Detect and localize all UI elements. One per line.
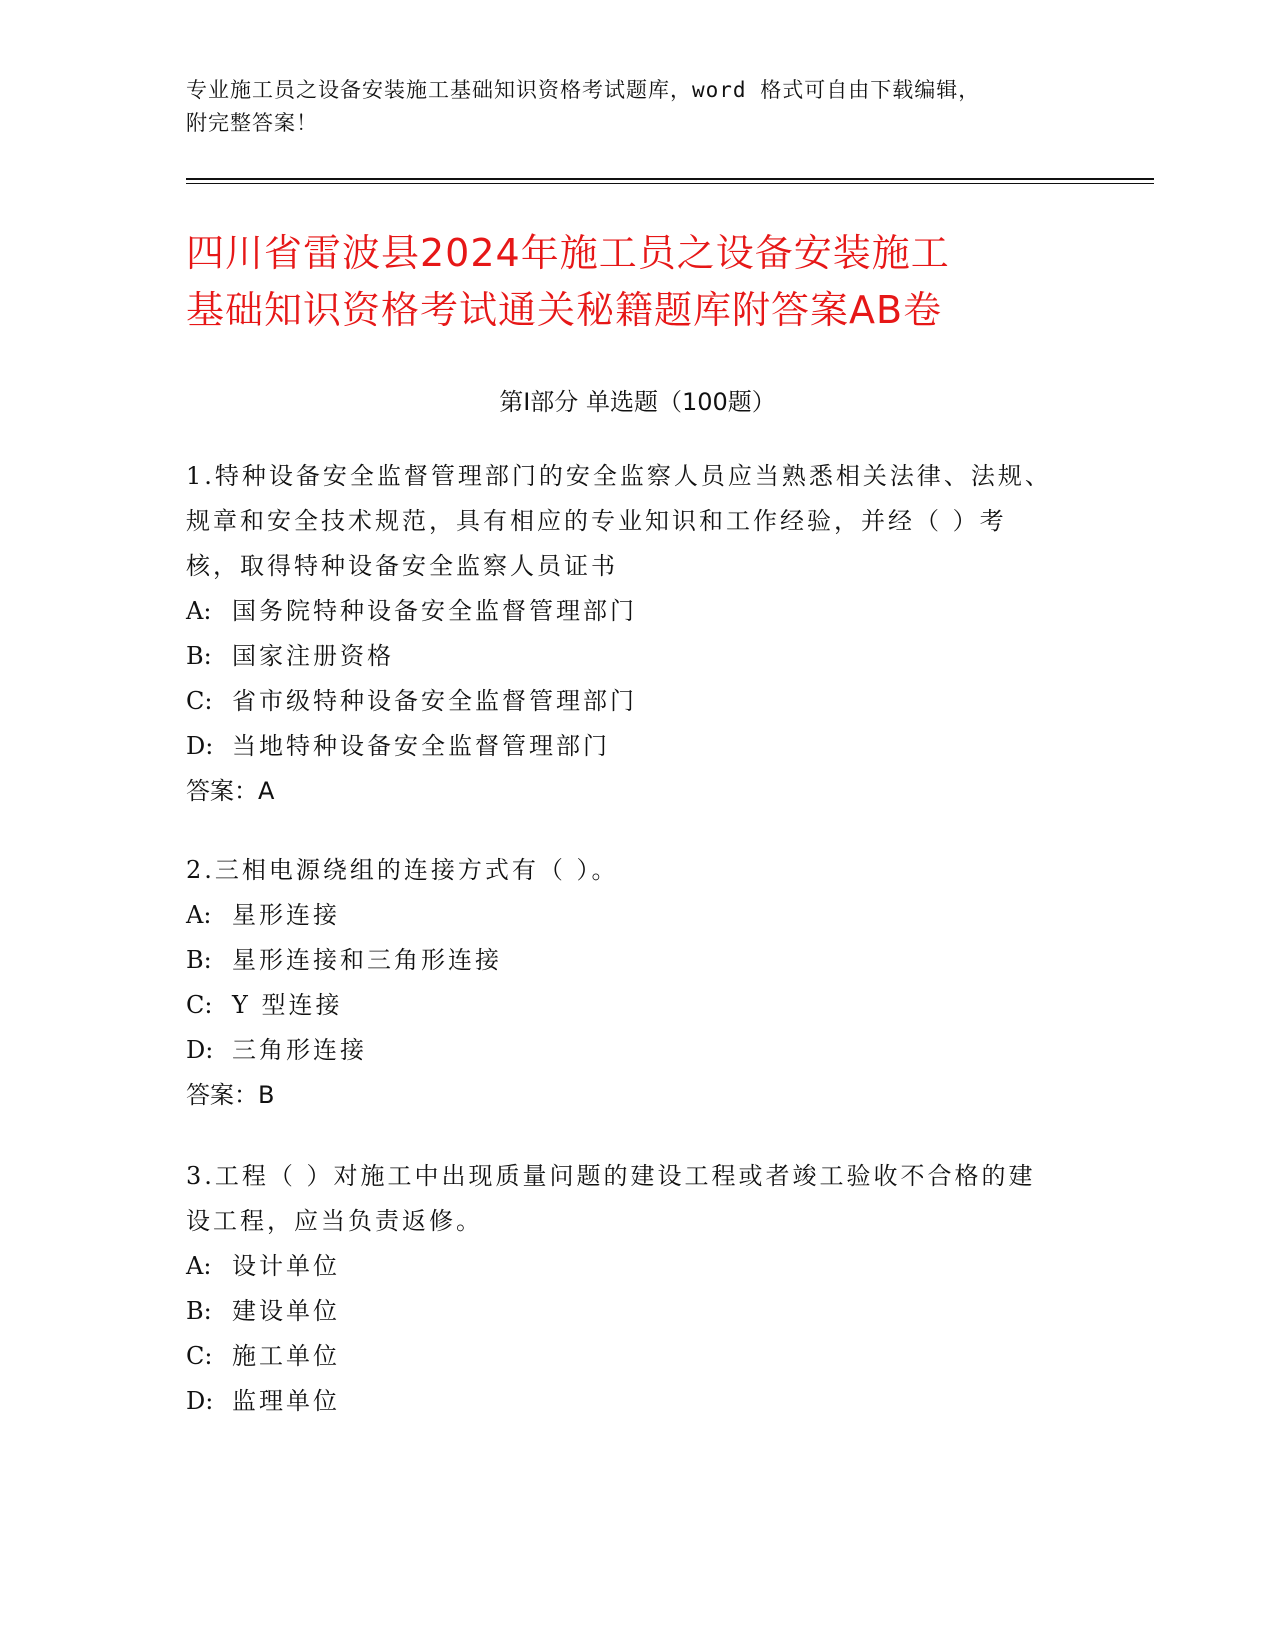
- answer-line: 答案：A: [186, 777, 275, 805]
- option-letter: B:: [186, 1297, 212, 1325]
- option-text: 设计单位: [232, 1252, 340, 1280]
- option-text: 当地特种设备安全监督管理部门: [232, 732, 610, 760]
- option-b: [186, 938, 1056, 983]
- option-letter: A:: [186, 597, 212, 625]
- question-1: [186, 454, 1056, 814]
- option-c: [186, 1334, 1056, 1379]
- answer-line: 答案：B: [186, 1081, 275, 1109]
- section-heading: 第Ⅰ部分 单选题（100题）: [499, 388, 776, 416]
- document-title: [186, 225, 1086, 339]
- document-title-line-1: 四川省雷波县2024年施工员之设备安装施工: [186, 231, 950, 275]
- question-3: [186, 1154, 1056, 1424]
- option-letter: D:: [186, 732, 214, 760]
- option-text: 国家注册资格: [232, 642, 394, 670]
- option-d: [186, 1379, 1056, 1424]
- option-letter: D:: [186, 1036, 214, 1064]
- header-note-line-1: 专业施工员之设备安装施工基础知识资格考试题库，word 格式可自由下载编辑，: [186, 78, 981, 102]
- option-text: 监理单位: [232, 1387, 340, 1415]
- option-text: 星形连接和三角形连接: [232, 946, 502, 974]
- option-text: 省市级特种设备安全监督管理部门: [232, 687, 637, 715]
- option-text: 施工单位: [232, 1342, 340, 1370]
- option-letter: A:: [186, 901, 212, 929]
- option-text: 国务院特种设备安全监督管理部门: [232, 597, 637, 625]
- option-c: [186, 983, 1056, 1028]
- question-stem: 1.特种设备安全监督管理部门的安全监察人员应当熟悉相关法律、法规、规章和安全技术规范，具有相应的专业知识和工作经验，并经（ ）考核，取得特种设备安全监察人员证书: [186, 462, 1052, 580]
- option-a: [186, 589, 1056, 634]
- option-a: [186, 893, 1056, 938]
- option-letter: C:: [186, 687, 213, 715]
- option-b: [186, 634, 1056, 679]
- option-text: 三角形连接: [232, 1036, 367, 1064]
- option-b: [186, 1289, 1056, 1334]
- document-title-line-2: 基础知识资格考试通关秘籍题库附答案AB卷: [186, 288, 943, 332]
- header-note: [186, 74, 1086, 140]
- header-divider-thin: [186, 183, 1154, 184]
- option-text: 星形连接: [232, 901, 340, 929]
- option-a: [186, 1244, 1056, 1289]
- option-letter: B:: [186, 642, 212, 670]
- option-d: [186, 724, 1056, 769]
- option-letter: A:: [186, 1252, 212, 1280]
- option-c: [186, 679, 1056, 724]
- question-stem: 3.工程（ ）对施工中出现质量问题的建设工程或者竣工验收不合格的建设工程，应当负责返修。: [186, 1162, 1036, 1235]
- header-note-line-2: 附完整答案！: [186, 111, 318, 135]
- option-letter: B:: [186, 946, 212, 974]
- header-divider-thick: [186, 178, 1154, 180]
- question-2: [186, 848, 1056, 1118]
- option-letter: D:: [186, 1387, 214, 1415]
- option-letter: C:: [186, 1342, 213, 1370]
- option-d: [186, 1028, 1056, 1073]
- option-letter: C:: [186, 991, 213, 1019]
- option-text: 建设单位: [232, 1297, 340, 1325]
- question-stem: 2.三相电源绕组的连接方式有（ ）。: [186, 856, 619, 884]
- option-text: Y 型连接: [232, 991, 343, 1019]
